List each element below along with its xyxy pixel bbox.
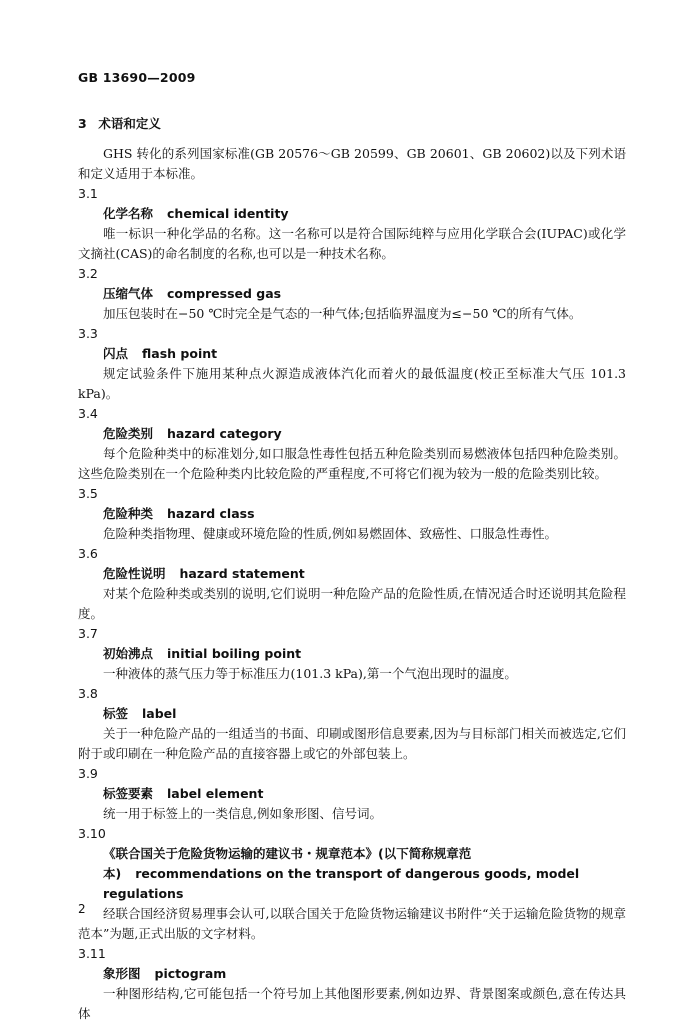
term-en: compressed gas [167, 286, 282, 301]
term-zh: 化学名称 [103, 206, 154, 221]
term-heading [78, 344, 626, 364]
term-definition: 规定试验条件下施用某种点火源造成液体汽化而着火的最低温度(校正至标准大气压 101.3 kPa)。 [78, 366, 626, 401]
entry-number: 3.8 [78, 686, 98, 701]
term-zh: 标签 [103, 706, 129, 721]
term-entry [78, 944, 626, 1024]
term-entry [78, 264, 626, 324]
entry-number: 3.10 [78, 826, 106, 841]
term-en: label element [167, 786, 264, 801]
term-heading [78, 964, 626, 984]
term-zh: 危险性说明 [103, 566, 166, 581]
term-en: pictogram [154, 966, 227, 981]
term-heading [78, 644, 626, 664]
term-en: hazard statement [179, 566, 305, 581]
term-en: recommendations on the transport of dangerous goods, model regulations [103, 866, 580, 901]
term-zh: 初始沸点 [103, 646, 154, 661]
entry-number: 3.11 [78, 946, 106, 961]
entry-number: 3.2 [78, 266, 98, 281]
entry-number: 3.9 [78, 766, 98, 781]
content-body [78, 113, 626, 1024]
entry-number: 3.1 [78, 186, 98, 201]
term-definition: 危险种类指物理、健康或环境危险的性质,例如易燃固体、致癌性、口服急性毒性。 [103, 526, 557, 541]
term-zh: 象形图 [103, 966, 141, 981]
term-heading [78, 704, 626, 724]
term-en: chemical identity [167, 206, 289, 221]
term-en: label [142, 706, 177, 721]
standard-code: GB 13690—2009 [78, 70, 196, 85]
term-en: initial boiling point [167, 646, 302, 661]
term-entry [78, 484, 626, 544]
entry-number: 3.3 [78, 326, 98, 341]
term-en: hazard category [167, 426, 282, 441]
term-heading [78, 284, 626, 304]
term-heading [78, 504, 626, 524]
term-entry [78, 624, 626, 684]
term-zh: 闪点 [103, 346, 129, 361]
term-heading [78, 784, 626, 804]
term-en: flash point [142, 346, 218, 361]
entry-number: 3.5 [78, 486, 98, 501]
term-zh: 危险种类 [103, 506, 154, 521]
section-heading [78, 113, 626, 135]
term-heading [78, 204, 626, 224]
term-definition: 加压包装时在−50 ℃时完全是气态的一种气体;包括临界温度为≤−50 ℃的所有气体。 [103, 306, 582, 321]
term-zh: 压缩气体 [103, 286, 154, 301]
term-entries [78, 184, 626, 1024]
term-definition: 经联合国经济贸易理事会认可,以联合国关于危险货物运输建议书附件“关于运输危险货物的规章范本”为题,正式出版的文字材料。 [78, 906, 626, 941]
term-definition: 唯一标识一种化学品的名称。这一名称可以是符合国际纯粹与应用化学联合会(IUPAC)或化学文摘社(CAS)的命名制度的名称,也可以是一种技术名称。 [78, 226, 626, 261]
term-definition: 一种图形结构,它可能包括一个符号加上其他图形要素,例如边界、背景图案或颜色,意在传达具体 [78, 986, 626, 1021]
term-entry [78, 404, 626, 484]
entry-number: 3.6 [78, 546, 98, 561]
term-definition: 每个危险种类中的标准划分,如口服急性毒性包括五种危险类别而易燃液体包括四种危险类别。这些危险类别在一个危险种类内比较危险的严重程度,不可将它们视为较为一般的危险类别比较。 [78, 446, 626, 481]
term-heading [78, 424, 626, 444]
term-entry [78, 544, 626, 624]
term-entry [78, 764, 626, 824]
term-definition: 统一用于标签上的一类信息,例如象形图、信号词。 [103, 806, 382, 821]
term-entry [78, 824, 626, 944]
page-number: 2 [78, 902, 86, 916]
term-en: hazard class [167, 506, 255, 521]
term-zh: 危险类别 [103, 426, 154, 441]
term-heading [78, 564, 626, 584]
term-heading [78, 844, 626, 904]
term-entry [78, 324, 626, 404]
term-definition: 关于一种危险产品的一组适当的书面、印刷或图形信息要素,因为与目标部门相关而被选定,它们附于或印刷在一种危险产品的直接容器上或它的外部包装上。 [78, 726, 626, 761]
section-number: 3 [78, 116, 87, 131]
term-definition: 一种液体的蒸气压力等于标准压力(101.3 kPa),第一个气泡出现时的温度。 [103, 666, 517, 681]
section-intro: GHS 转化的系列国家标准(GB 20576～GB 20599、GB 20601、GB 20602)以及下列术语和定义适用于本标准。 [78, 146, 626, 181]
section-title: 术语和定义 [98, 116, 161, 131]
term-definition: 对某个危险种类或类别的说明,它们说明一种危险产品的危险性质,在情况适合时还说明其危险程度。 [78, 586, 626, 621]
entry-number: 3.7 [78, 626, 98, 641]
entry-number: 3.4 [78, 406, 98, 421]
term-entry [78, 684, 626, 764]
term-zh: 标签要素 [103, 786, 154, 801]
term-entry [78, 184, 626, 264]
term-zh: 《联合国关于危险货物运输的建议书・规章范本》(以下简称规章范本) [103, 846, 472, 881]
